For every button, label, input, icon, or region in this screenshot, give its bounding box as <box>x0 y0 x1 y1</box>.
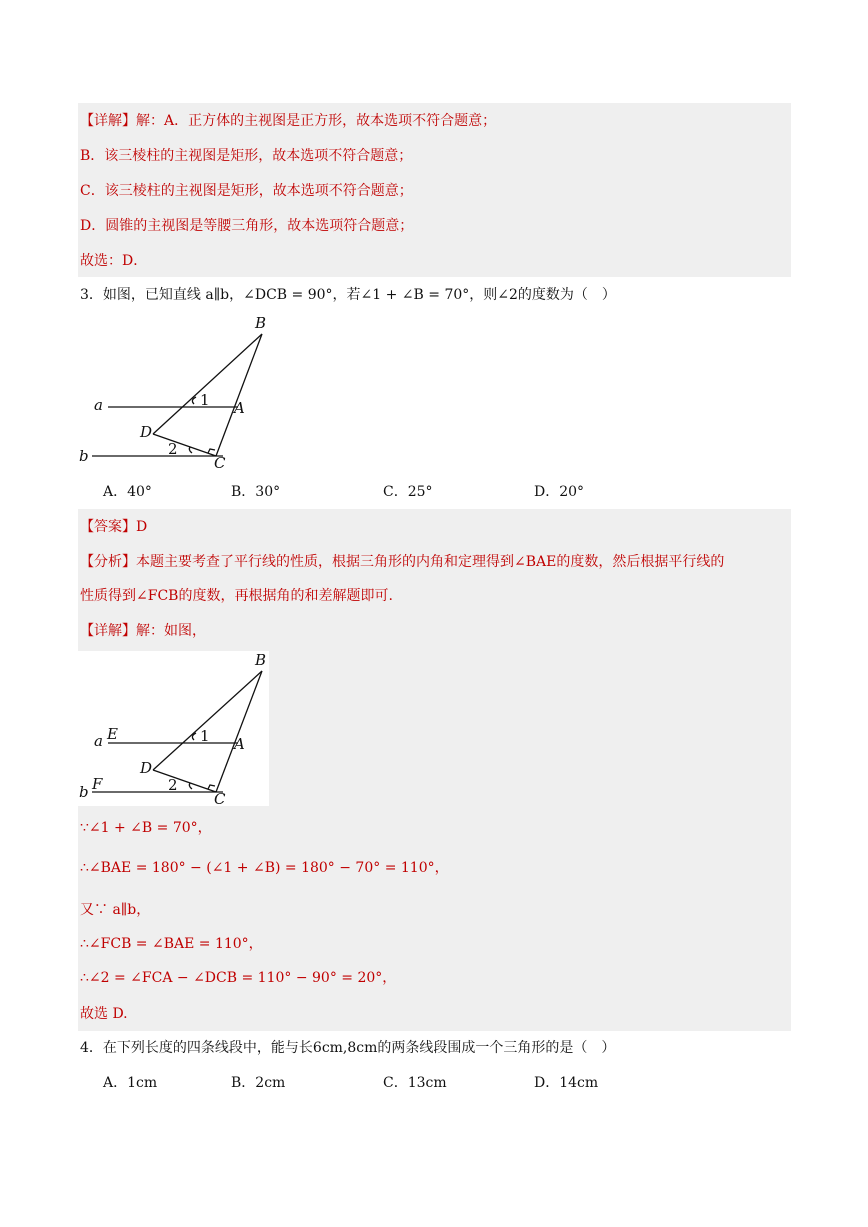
q3-option-c: C．25° <box>383 484 433 500</box>
q2-detail-line-3: C．该三棱柱的主视图是矩形，故本选项不符合题意； <box>80 183 413 199</box>
q3-solution-figure <box>78 651 269 806</box>
q2-detail-line-5: 故选：D． <box>80 253 148 269</box>
q3-option-a: A．40° <box>103 484 152 500</box>
q2-detail-line-2: B．该三棱柱的主视图是矩形，故本选项不符合题意； <box>80 148 413 164</box>
q3-option-d: D．20° <box>534 484 585 500</box>
sol-label-D: D <box>140 759 153 777</box>
q3-stem: 3．如图，已知直线 a∥b，∠DCB = 90°，若∠1 + ∠B = 70°，则∠2的度数为（ ） <box>80 287 616 303</box>
q4-option-a: A．1cm <box>103 1075 158 1091</box>
q3-figure <box>78 312 278 472</box>
q4-option-b: B．2cm <box>231 1075 286 1091</box>
sol-label-F: F <box>92 775 103 793</box>
fig-label-C: C <box>214 454 226 472</box>
fig-label-B: B <box>255 314 267 332</box>
q3-step-2: ∴∠BAE = 180° − (∠1 + ∠B) = 180° − 70° = 110°， <box>80 860 449 876</box>
sol-label-E: E <box>107 725 118 743</box>
fig-label-D: D <box>140 423 153 441</box>
sol-label-two: 2 <box>168 776 178 794</box>
q3-analysis-line-1: 【分析】本题主要考查了平行线的性质，根据三角形的内角和定理得到∠BAE的度数，然后根据平行线的 <box>80 554 725 570</box>
fig-label-two: 2 <box>168 440 178 458</box>
q4-stem: 4．在下列长度的四条线段中，能与长6cm,8cm的两条线段围成一个三角形的是（ ） <box>80 1040 616 1056</box>
q3-step-3: 又∵ a∥b， <box>80 902 151 918</box>
q2-detail-line-4: D．圆锥的主视图是等腰三角形，故本选项符合题意； <box>80 218 414 234</box>
q3-step-4: ∴∠FCB = ∠BAE = 110°， <box>80 936 263 952</box>
sol-label-C: C <box>214 790 226 806</box>
q4-option-c: C．13cm <box>383 1075 447 1091</box>
fig-label-one: 1 <box>200 391 210 409</box>
sol-label-b: b <box>79 783 89 801</box>
fig-label-b: b <box>79 447 89 465</box>
q3-answer: 【答案】D <box>80 519 148 535</box>
q2-detail-line-1: 【详解】解：A．正方体的主视图是正方形，故本选项不符合题意； <box>80 113 497 129</box>
fig-label-a: a <box>94 396 103 414</box>
q3-step-6: 故选 D. <box>80 1006 128 1022</box>
q3-analysis-line-2: 性质得到∠FCB的度数，再根据角的和差解题即可. <box>80 588 393 604</box>
q3-step-1: ∵∠1 + ∠B = 70°， <box>80 820 212 836</box>
sol-label-A: A <box>234 735 245 753</box>
sol-label-a: a <box>94 732 103 750</box>
sol-label-B: B <box>255 651 267 669</box>
sol-label-one: 1 <box>200 727 210 745</box>
q3-option-b: B．30° <box>231 484 281 500</box>
q3-detail-head: 【详解】解：如图， <box>80 623 206 639</box>
q3-step-5: ∴∠2 = ∠FCA − ∠DCB = 110° − 90° = 20°， <box>80 970 397 986</box>
q4-option-d: D．14cm <box>534 1075 599 1091</box>
fig-label-A: A <box>234 399 245 417</box>
